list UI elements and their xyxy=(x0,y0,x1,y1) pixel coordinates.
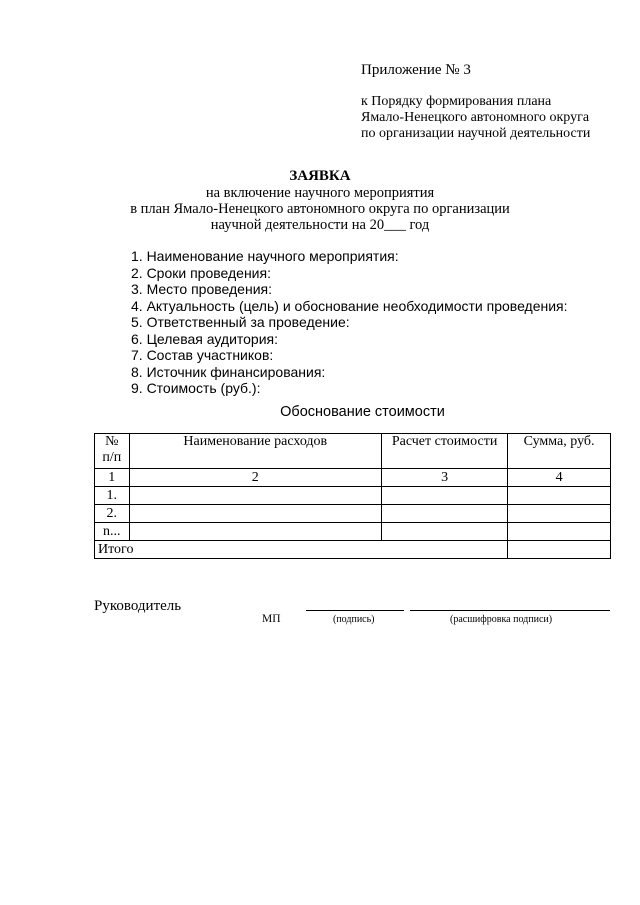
document-title-block xyxy=(0,168,640,233)
subtitle-line: научной деятельности на 20___ год xyxy=(210,217,430,233)
list-item: 5. Ответственный за проведение: xyxy=(131,314,350,330)
total-label: Итого xyxy=(95,541,508,559)
column-number: 4 xyxy=(508,469,611,487)
table-cell[interactable] xyxy=(129,505,381,523)
table-row xyxy=(95,523,611,541)
column-number: 3 xyxy=(381,469,507,487)
header-amount: Сумма, руб. xyxy=(508,434,611,469)
table-cell[interactable] xyxy=(508,487,611,505)
header-number: № п/п xyxy=(95,434,130,469)
header-calculation: Расчет стоимости xyxy=(381,434,507,469)
cost-justification-heading: Обоснование стоимости xyxy=(280,404,445,420)
table-row xyxy=(95,487,611,505)
list-item: 9. Стоимость (руб.): xyxy=(131,380,261,396)
stamp-place-label: МП xyxy=(262,613,281,625)
order-reference xyxy=(361,94,590,142)
subtitle-line: на включение научного мероприятия xyxy=(205,185,435,201)
order-line: Ямало-Ненецкого автономного округа xyxy=(361,110,590,125)
header-expense-name: Наименование расходов xyxy=(129,434,381,469)
table-cell[interactable] xyxy=(129,523,381,541)
application-items-list xyxy=(131,248,568,397)
list-item: 8. Источник финансирования: xyxy=(131,363,326,380)
list-item: 6. Целевая аудитория: xyxy=(131,330,279,347)
column-number: 2 xyxy=(129,469,381,487)
signer-label: Руководитель xyxy=(94,598,182,614)
total-row xyxy=(95,541,611,559)
list-item: 3. Место проведения: xyxy=(131,281,272,297)
list-item: 2. Сроки проведения: xyxy=(131,264,271,281)
table-cell[interactable] xyxy=(381,505,507,523)
subtitle-line: в план Ямало-Ненецкого автономного округа по организации xyxy=(130,201,510,217)
appendix-label: Приложение № 3 xyxy=(361,62,471,78)
table-cell[interactable] xyxy=(508,505,611,523)
order-line: по организации научной деятельности xyxy=(361,126,591,141)
list-item: 1. Наименование научного мероприятия: xyxy=(131,248,399,264)
decoding-line[interactable] xyxy=(410,610,610,611)
column-number-row xyxy=(95,469,611,487)
row-label: 2. xyxy=(95,505,130,523)
cost-table xyxy=(94,433,611,559)
row-label: 1. xyxy=(95,487,130,505)
list-item: 7. Состав участников: xyxy=(131,347,274,363)
order-line: к Порядку формирования плана xyxy=(361,94,552,109)
table-header-row xyxy=(95,434,611,469)
row-label: n... xyxy=(95,523,130,541)
table-cell[interactable] xyxy=(129,487,381,505)
table-cell[interactable] xyxy=(508,523,611,541)
list-item: 4. Актуальность (цель) и обоснование необходимости проведения: xyxy=(131,297,568,314)
table-row xyxy=(95,505,611,523)
table-cell[interactable] xyxy=(381,523,507,541)
column-number: 1 xyxy=(95,469,130,487)
decoding-caption: (расшифровка подписи) xyxy=(450,614,553,625)
document-title: ЗАЯВКА xyxy=(289,168,351,184)
table-cell[interactable] xyxy=(381,487,507,505)
signature-caption: (подпись) xyxy=(333,614,375,625)
signature-line[interactable] xyxy=(306,610,404,611)
total-amount-cell[interactable] xyxy=(508,541,611,559)
